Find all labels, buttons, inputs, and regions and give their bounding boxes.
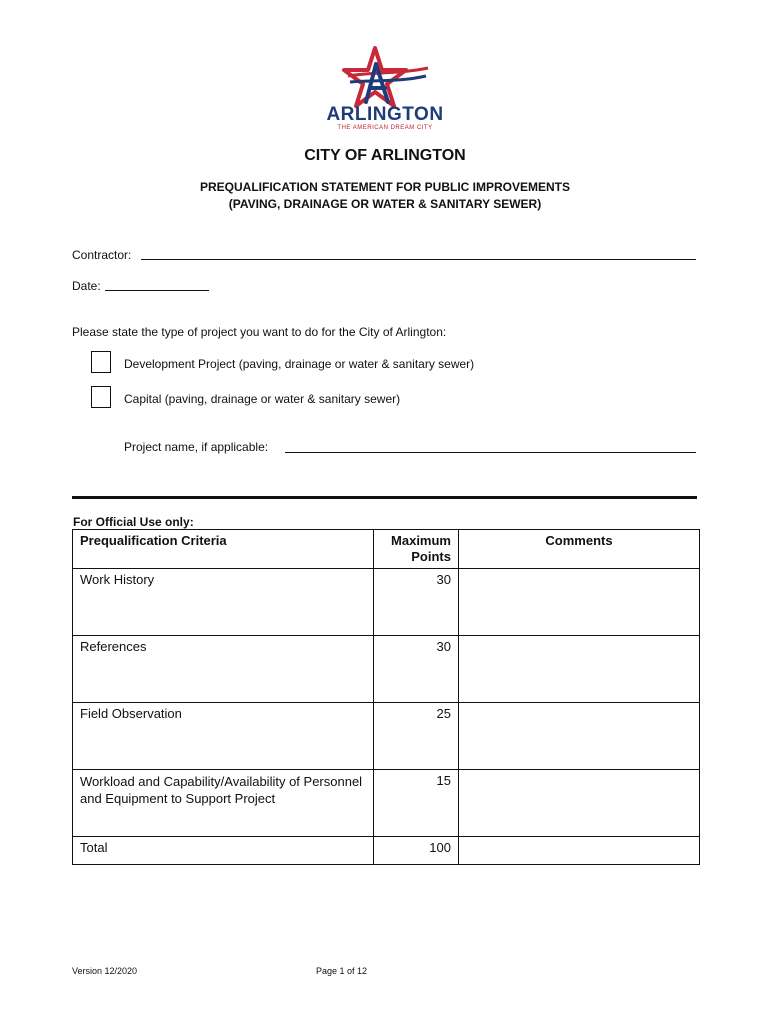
criteria-cell: Work History	[73, 569, 374, 636]
points-cell: 15	[374, 770, 459, 837]
project-type-prompt: Please state the type of project you want to do for the City of Arlington:	[72, 325, 447, 339]
comments-cell[interactable]	[459, 636, 700, 703]
points-cell: 30	[374, 636, 459, 703]
date-field[interactable]	[105, 290, 209, 291]
logo-wordmark: ARLINGTON	[326, 104, 444, 125]
criteria-header: Prequalification Criteria	[73, 530, 374, 569]
comments-cell[interactable]	[459, 703, 700, 770]
date-label: Date:	[72, 279, 101, 293]
criteria-cell: Field Observation	[73, 703, 374, 770]
contractor-field[interactable]	[141, 259, 696, 260]
points-cell: 30	[374, 569, 459, 636]
contractor-label: Contractor:	[72, 248, 132, 262]
comments-cell[interactable]	[459, 770, 700, 837]
document-title-line1: PREQUALIFICATION STATEMENT FOR PUBLIC IMPROVEMENTS	[200, 180, 570, 194]
capital-project-checkbox[interactable]	[91, 386, 111, 408]
official-use-label: For Official Use only:	[73, 515, 194, 529]
points-header: Maximum Points	[374, 530, 459, 569]
development-project-checkbox[interactable]	[91, 351, 111, 373]
footer-page-number: Page 1 of 12	[316, 966, 368, 976]
table-row	[73, 770, 700, 837]
total-comments-cell[interactable]	[459, 837, 700, 865]
development-project-label: Development Project (paving, drainage or water & sanitary sewer)	[124, 357, 475, 371]
points-cell: 25	[374, 703, 459, 770]
section-divider	[72, 496, 697, 499]
project-name-field[interactable]	[285, 452, 696, 453]
table-header-row	[73, 530, 700, 569]
document-title-line2: (PAVING, DRAINAGE OR WATER & SANITARY SEWER)	[228, 197, 542, 211]
criteria-table	[72, 529, 700, 865]
total-label: Total	[73, 837, 374, 865]
comments-header: Comments	[459, 530, 700, 569]
criteria-cell: References	[73, 636, 374, 703]
comments-cell[interactable]	[459, 569, 700, 636]
table-total-row	[73, 837, 700, 865]
city-title: CITY OF ARLINGTON	[304, 147, 466, 164]
capital-project-label: Capital (paving, drainage or water & sanitary sewer)	[124, 392, 401, 406]
criteria-cell: Workload and Capability/Availability of Personnel and Equipment to Support Project	[73, 770, 374, 837]
project-name-label: Project name, if applicable:	[124, 440, 269, 454]
table-row	[73, 703, 700, 770]
table-row	[73, 636, 700, 703]
logo-tagline: THE AMERICAN DREAM CITY	[337, 125, 433, 131]
footer-version: Version 12/2020	[72, 966, 138, 976]
total-points: 100	[374, 837, 459, 865]
table-row	[73, 569, 700, 636]
